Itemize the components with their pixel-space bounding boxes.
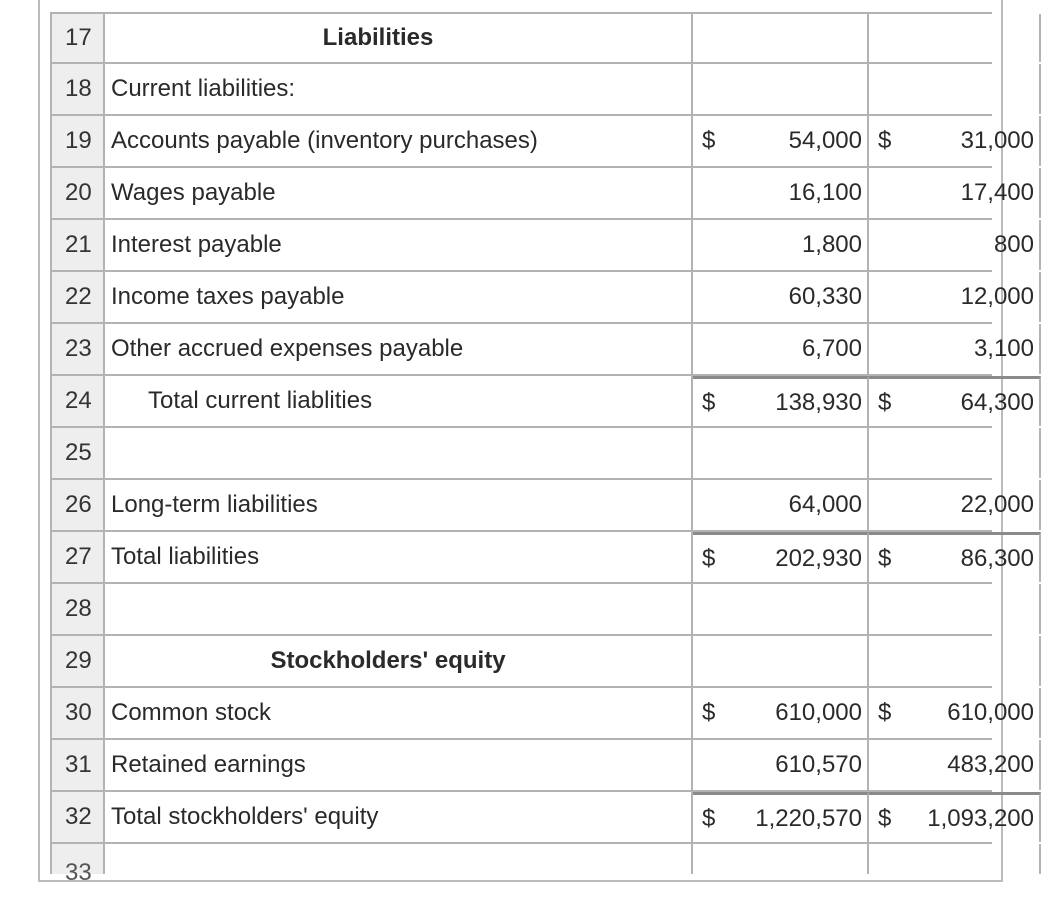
amount: 22,000 — [960, 491, 1034, 518]
section-heading-stockholders-equity[interactable]: Stockholders' equity — [105, 636, 693, 686]
row-number[interactable]: 29 — [50, 636, 105, 686]
value-cell-col2[interactable] — [869, 532, 1041, 582]
value-cell-col1[interactable] — [693, 272, 869, 322]
row-label[interactable]: Retained earnings — [105, 740, 693, 790]
row-number[interactable]: 17 — [50, 14, 105, 62]
row-number[interactable]: 26 — [50, 480, 105, 530]
currency-symbol: $ — [878, 127, 892, 154]
table-row — [50, 792, 1034, 844]
table-row — [50, 324, 1034, 376]
amount: 60,330 — [788, 283, 862, 310]
value-cell-col1[interactable] — [693, 584, 869, 634]
row-number[interactable] — [50, 844, 105, 886]
amount: 6,700 — [801, 335, 862, 362]
row-number[interactable]: 23 — [50, 324, 105, 374]
row-label[interactable] — [105, 844, 693, 874]
row-number[interactable]: 24 — [50, 376, 105, 426]
row-label[interactable]: Total current liablities — [105, 376, 693, 426]
value-cell-col2[interactable] — [869, 636, 1041, 686]
value-cell-col2[interactable] — [869, 376, 1041, 426]
amount: 610,000 — [775, 699, 862, 726]
row-number[interactable]: 28 — [50, 584, 105, 634]
table-row — [50, 428, 992, 480]
currency-symbol: $ — [702, 388, 716, 416]
row-label[interactable] — [105, 428, 693, 478]
row-number[interactable]: 25 — [50, 428, 105, 478]
table-row — [50, 480, 1034, 532]
value-cell-col1[interactable] — [693, 844, 869, 874]
table-row — [50, 168, 1034, 220]
value-cell-col2[interactable] — [869, 428, 1041, 478]
value-cell-col1[interactable] — [693, 480, 869, 530]
value-cell-col2[interactable] — [869, 168, 1041, 218]
value-cell-col2[interactable] — [869, 792, 1041, 842]
row-label[interactable] — [105, 584, 693, 634]
value-cell-col1[interactable] — [693, 64, 869, 114]
amount: 610,000 — [947, 699, 1034, 726]
row-number[interactable]: 30 — [50, 688, 105, 738]
amount: 202,930 — [775, 544, 862, 572]
spreadsheet-grid — [50, 12, 1034, 886]
table-row — [50, 12, 992, 64]
value-cell-col2[interactable] — [869, 14, 1041, 62]
row-number[interactable]: 19 — [50, 116, 105, 166]
currency-symbol: $ — [878, 388, 892, 416]
table-row — [50, 688, 1034, 740]
row-label[interactable]: Income taxes payable — [105, 272, 693, 322]
table-row — [50, 636, 992, 688]
currency-symbol: $ — [878, 544, 892, 572]
row-number[interactable]: 32 — [50, 792, 105, 842]
row-label[interactable]: Long-term liabilities — [105, 480, 693, 530]
value-cell-col1[interactable] — [693, 428, 869, 478]
currency-symbol: $ — [878, 804, 892, 832]
amount: 610,570 — [775, 751, 862, 778]
value-cell-col1[interactable] — [693, 740, 869, 790]
amount: 64,000 — [788, 491, 862, 518]
value-cell-col2[interactable] — [869, 480, 1041, 530]
row-number[interactable]: 21 — [50, 220, 105, 270]
table-row — [50, 584, 992, 636]
value-cell-col2[interactable] — [869, 844, 1041, 874]
value-cell-col1[interactable] — [693, 376, 869, 426]
spreadsheet — [38, 0, 1034, 886]
value-cell-col1[interactable] — [693, 116, 869, 166]
value-cell-col1[interactable] — [693, 532, 869, 582]
row-number[interactable]: 27 — [50, 532, 105, 582]
row-number[interactable]: 20 — [50, 168, 105, 218]
value-cell-col1[interactable] — [693, 14, 869, 62]
currency-symbol: $ — [878, 699, 892, 726]
value-cell-col1[interactable] — [693, 636, 869, 686]
value-cell-col1[interactable] — [693, 688, 869, 738]
value-cell-col1[interactable] — [693, 168, 869, 218]
amount: 138,930 — [775, 388, 862, 416]
amount: 17,400 — [960, 179, 1034, 206]
value-cell-col1[interactable] — [693, 324, 869, 374]
currency-symbol: $ — [702, 544, 716, 572]
row-label[interactable]: Other accrued expenses payable — [105, 324, 693, 374]
currency-symbol: $ — [702, 804, 716, 832]
section-heading-liabilities[interactable]: Liabilities — [105, 14, 693, 62]
row-label[interactable]: Current liabilities: — [105, 64, 693, 114]
row-label[interactable]: Accounts payable (inventory purchases) — [105, 116, 693, 166]
table-row — [50, 844, 992, 886]
table-row — [50, 64, 992, 116]
table-row — [50, 116, 1034, 168]
value-cell-col2[interactable] — [869, 324, 1041, 374]
table-row — [50, 376, 1034, 428]
row-label[interactable]: Wages payable — [105, 168, 693, 218]
amount: 3,100 — [973, 335, 1034, 362]
table-row — [50, 532, 1034, 584]
row-number[interactable]: 22 — [50, 272, 105, 322]
amount: 16,100 — [788, 179, 862, 206]
row-number[interactable]: 18 — [50, 64, 105, 114]
amount: 86,300 — [960, 544, 1034, 572]
amount: 1,220,570 — [755, 804, 862, 832]
value-cell-col2[interactable] — [869, 584, 1041, 634]
amount: 800 — [993, 231, 1034, 258]
amount: 12,000 — [960, 283, 1034, 310]
amount: 1,800 — [801, 231, 862, 258]
row-label[interactable]: Total stockholders' equity — [105, 792, 693, 842]
value-cell-col2[interactable] — [869, 116, 1041, 166]
value-cell-col1[interactable] — [693, 792, 869, 842]
value-cell-col2[interactable] — [869, 220, 1041, 270]
value-cell-col2[interactable] — [869, 64, 1041, 114]
amount: 483,200 — [947, 751, 1034, 778]
table-row — [50, 740, 1034, 792]
row-label[interactable]: Total liabilities — [105, 532, 693, 582]
row-label[interactable]: Interest payable — [105, 220, 693, 270]
amount: 64,300 — [960, 388, 1034, 416]
amount: 31,000 — [960, 127, 1034, 154]
row-number[interactable]: 31 — [50, 740, 105, 790]
row-number-text: 33 — [65, 859, 92, 886]
value-cell-col2[interactable] — [869, 272, 1041, 322]
value-cell-col1[interactable] — [693, 220, 869, 270]
table-row — [50, 272, 1034, 324]
row-label[interactable]: Common stock — [105, 688, 693, 738]
currency-symbol: $ — [702, 127, 716, 154]
value-cell-col2[interactable] — [869, 740, 1041, 790]
value-cell-col2[interactable] — [869, 688, 1041, 738]
currency-symbol: $ — [702, 699, 716, 726]
amount: 1,093,200 — [927, 804, 1034, 832]
table-row — [50, 220, 1034, 272]
amount: 54,000 — [788, 127, 862, 154]
